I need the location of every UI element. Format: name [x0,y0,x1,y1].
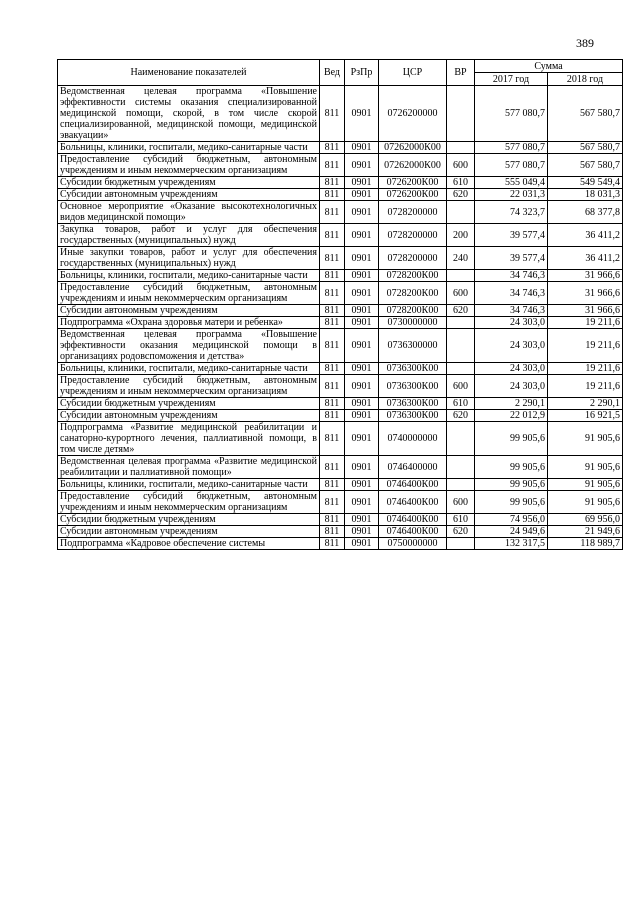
row-rzpr: 0901 [345,514,379,526]
row-csr: 0728200000 [379,201,447,224]
header-2018: 2018 год [548,73,623,86]
row-vr: 620 [447,189,475,201]
row-rzpr: 0901 [345,538,379,550]
table-row [58,317,623,329]
table-row [58,363,623,375]
row-csr: 07262000К00 [379,142,447,154]
row-vr [447,422,475,456]
row-csr: 0740000000 [379,422,447,456]
row-ved: 811 [320,282,345,305]
row-rzpr: 0901 [345,363,379,375]
row-csr: 0736300К00 [379,375,447,398]
row-vr: 610 [447,514,475,526]
row-value-2018: 18 031,3 [548,189,623,201]
row-value-2017: 74 956,0 [475,514,548,526]
row-vr: 620 [447,305,475,317]
table-row [58,456,623,479]
row-name: Больницы, клиники, госпитали, медико-санитарные части [58,142,320,154]
row-rzpr: 0901 [345,375,379,398]
row-rzpr: 0901 [345,247,379,270]
row-rzpr: 0901 [345,526,379,538]
row-vr [447,538,475,550]
row-value-2018: 91 905,6 [548,456,623,479]
row-ved: 811 [320,410,345,422]
row-vr: 600 [447,491,475,514]
row-value-2018: 36 411,2 [548,247,623,270]
row-ved: 811 [320,224,345,247]
row-ved: 811 [320,422,345,456]
table-row [58,282,623,305]
row-rzpr: 0901 [345,86,379,142]
row-rzpr: 0901 [345,456,379,479]
row-value-2017: 99 905,6 [475,456,548,479]
row-value-2017: 39 577,4 [475,224,548,247]
row-name: Ведомственная целевая программа «Повышение эффективности оказания медицинской помощи в организациях родовспоможения и детства» [58,329,320,363]
row-csr: 07262000К00 [379,154,447,177]
row-value-2017: 577 080,7 [475,142,548,154]
row-rzpr: 0901 [345,142,379,154]
row-rzpr: 0901 [345,282,379,305]
row-value-2017: 99 905,6 [475,422,548,456]
row-value-2017: 34 746,3 [475,282,548,305]
table-row [58,422,623,456]
row-value-2018: 31 966,6 [548,282,623,305]
row-ved: 811 [320,189,345,201]
row-name: Подпрограмма «Кадровое обеспечение системы [58,538,320,550]
row-rzpr: 0901 [345,422,379,456]
table-row [58,491,623,514]
table-row [58,538,623,550]
row-value-2018: 19 211,6 [548,375,623,398]
row-ved: 811 [320,526,345,538]
row-value-2017: 22 031,3 [475,189,548,201]
row-rzpr: 0901 [345,329,379,363]
row-csr: 0726200К00 [379,177,447,189]
row-value-2018: 2 290,1 [548,398,623,410]
row-vr: 600 [447,282,475,305]
row-name: Субсидии автономным учреждениям [58,305,320,317]
row-value-2017: 99 905,6 [475,479,548,491]
row-csr: 0750000000 [379,538,447,550]
row-value-2017: 2 290,1 [475,398,548,410]
row-csr: 0746400К00 [379,491,447,514]
row-value-2017: 24 949,6 [475,526,548,538]
row-ved: 811 [320,86,345,142]
row-value-2018: 19 211,6 [548,329,623,363]
budget-table [57,59,623,550]
row-value-2017: 74 323,7 [475,201,548,224]
row-value-2017: 24 303,0 [475,375,548,398]
row-value-2017: 34 746,3 [475,305,548,317]
row-name: Основное мероприятие «Оказание высокотехнологичных видов медицинской помощи» [58,201,320,224]
table-row [58,201,623,224]
row-vr [447,86,475,142]
table-row [58,514,623,526]
row-vr [447,456,475,479]
header-rzpr: РзПр [345,60,379,86]
row-vr [447,329,475,363]
header-vr: ВР [447,60,475,86]
row-ved: 811 [320,317,345,329]
row-name: Подпрограмма «Развитие медицинской реабилитации и санаторно-курортного лечения, паллиативной помощи, в том числе детям» [58,422,320,456]
row-vr [447,479,475,491]
row-rzpr: 0901 [345,224,379,247]
row-value-2018: 69 956,0 [548,514,623,526]
row-ved: 811 [320,514,345,526]
row-value-2018: 68 377,8 [548,201,623,224]
table-row [58,375,623,398]
row-rzpr: 0901 [345,491,379,514]
row-rzpr: 0901 [345,201,379,224]
row-vr: 610 [447,398,475,410]
row-value-2017: 34 746,3 [475,270,548,282]
row-value-2018: 21 949,6 [548,526,623,538]
row-ved: 811 [320,270,345,282]
row-ved: 811 [320,479,345,491]
row-ved: 811 [320,305,345,317]
row-vr: 600 [447,154,475,177]
row-csr: 0728200К00 [379,270,447,282]
table-row [58,526,623,538]
row-ved: 811 [320,375,345,398]
row-value-2018: 567 580,7 [548,86,623,142]
row-rzpr: 0901 [345,305,379,317]
row-name: Больницы, клиники, госпитали, медико-санитарные части [58,270,320,282]
row-csr: 0728200000 [379,247,447,270]
row-csr: 0746400К00 [379,479,447,491]
row-rzpr: 0901 [345,398,379,410]
row-value-2017: 24 303,0 [475,363,548,375]
row-csr: 0728200000 [379,224,447,247]
row-vr: 620 [447,526,475,538]
row-name: Субсидии бюджетным учреждениям [58,514,320,526]
row-ved: 811 [320,538,345,550]
table-row [58,305,623,317]
row-ved: 811 [320,456,345,479]
row-value-2018: 31 966,6 [548,305,623,317]
header-ved: Вед [320,60,345,86]
row-name: Больницы, клиники, госпитали, медико-санитарные части [58,479,320,491]
row-csr: 0730000000 [379,317,447,329]
row-vr: 610 [447,177,475,189]
row-name: Подпрограмма «Охрана здоровья матери и ребенка» [58,317,320,329]
page-number: 389 [576,36,594,50]
table-row [58,177,623,189]
row-name: Субсидии бюджетным учреждениям [58,398,320,410]
row-value-2017: 22 012,9 [475,410,548,422]
row-rzpr: 0901 [345,317,379,329]
header-2017: 2017 год [475,73,548,86]
row-value-2018: 118 989,7 [548,538,623,550]
header-csr: ЦСР [379,60,447,86]
row-name: Субсидии бюджетным учреждениям [58,177,320,189]
row-name: Ведомственная целевая программа «Повышение эффективности системы оказания специализированной медицинской помощи, скорой, в том числе скорой специализированной, медицинской помощи, медицинской эвакуации» [58,86,320,142]
table-row [58,142,623,154]
row-ved: 811 [320,247,345,270]
table-row [58,86,623,142]
table-row [58,154,623,177]
row-vr: 620 [447,410,475,422]
row-vr [447,270,475,282]
row-rzpr: 0901 [345,270,379,282]
row-vr [447,317,475,329]
row-csr: 0726200К00 [379,189,447,201]
table-row [58,247,623,270]
row-vr [447,363,475,375]
row-csr: 0736300К00 [379,363,447,375]
row-ved: 811 [320,142,345,154]
row-value-2018: 91 905,6 [548,422,623,456]
row-ved: 811 [320,154,345,177]
row-rzpr: 0901 [345,189,379,201]
row-value-2018: 19 211,6 [548,363,623,375]
table-row [58,479,623,491]
row-rzpr: 0901 [345,177,379,189]
row-csr: 0746400000 [379,456,447,479]
row-name: Больницы, клиники, госпитали, медико-санитарные части [58,363,320,375]
row-vr: 600 [447,375,475,398]
header-name: Наименование показателей [58,60,320,86]
row-ved: 811 [320,363,345,375]
table-row [58,329,623,363]
table-row [58,224,623,247]
row-value-2017: 577 080,7 [475,154,548,177]
row-name: Предоставление субсидий бюджетным, автономным учреждениям и иным некоммерческим организациям [58,154,320,177]
row-csr: 0736300К00 [379,398,447,410]
row-value-2017: 99 905,6 [475,491,548,514]
row-csr: 0726200000 [379,86,447,142]
row-rzpr: 0901 [345,410,379,422]
row-value-2018: 16 921,5 [548,410,623,422]
row-value-2017: 555 049,4 [475,177,548,189]
row-value-2018: 19 211,6 [548,317,623,329]
row-name: Предоставление субсидий бюджетным, автономным учреждениям и иным некоммерческим организациям [58,282,320,305]
row-csr: 0728200К00 [379,282,447,305]
row-name: Ведомственная целевая программа «Развитие медицинской реабилитации и паллиативной помощи» [58,456,320,479]
table-body [58,86,623,550]
row-value-2018: 567 580,7 [548,154,623,177]
row-vr [447,142,475,154]
row-csr: 0746400К00 [379,526,447,538]
row-csr: 0736300К00 [379,410,447,422]
row-name: Субсидии автономным учреждениям [58,526,320,538]
row-vr: 200 [447,224,475,247]
row-vr [447,201,475,224]
table-row [58,398,623,410]
row-ved: 811 [320,398,345,410]
row-rzpr: 0901 [345,479,379,491]
row-name: Предоставление субсидий бюджетным, автономным учреждениям и иным некоммерческим организациям [58,491,320,514]
row-value-2018: 36 411,2 [548,224,623,247]
row-ved: 811 [320,491,345,514]
row-value-2018: 549 549,4 [548,177,623,189]
row-csr: 0736300000 [379,329,447,363]
header-sum: Сумма [475,60,623,73]
row-ved: 811 [320,329,345,363]
row-ved: 811 [320,177,345,189]
row-value-2018: 91 905,6 [548,479,623,491]
row-value-2018: 567 580,7 [548,142,623,154]
row-vr: 240 [447,247,475,270]
row-value-2017: 132 317,5 [475,538,548,550]
row-name: Субсидии автономным учреждениям [58,189,320,201]
row-value-2017: 24 303,0 [475,317,548,329]
row-value-2017: 39 577,4 [475,247,548,270]
row-value-2017: 577 080,7 [475,86,548,142]
row-value-2017: 24 303,0 [475,329,548,363]
table-row [58,270,623,282]
row-csr: 0746400К00 [379,514,447,526]
row-name: Закупка товаров, работ и услуг для обеспечения государственных (муниципальных) нужд [58,224,320,247]
row-ved: 811 [320,201,345,224]
row-name: Субсидии автономным учреждениям [58,410,320,422]
table-row [58,410,623,422]
row-name: Предоставление субсидий бюджетным, автономным учреждениям и иным некоммерческим организациям [58,375,320,398]
table-row [58,189,623,201]
row-name: Иные закупки товаров, работ и услуг для обеспечения государственных (муниципальных) нужд [58,247,320,270]
row-value-2018: 31 966,6 [548,270,623,282]
row-value-2018: 91 905,6 [548,491,623,514]
row-rzpr: 0901 [345,154,379,177]
row-csr: 0728200К00 [379,305,447,317]
